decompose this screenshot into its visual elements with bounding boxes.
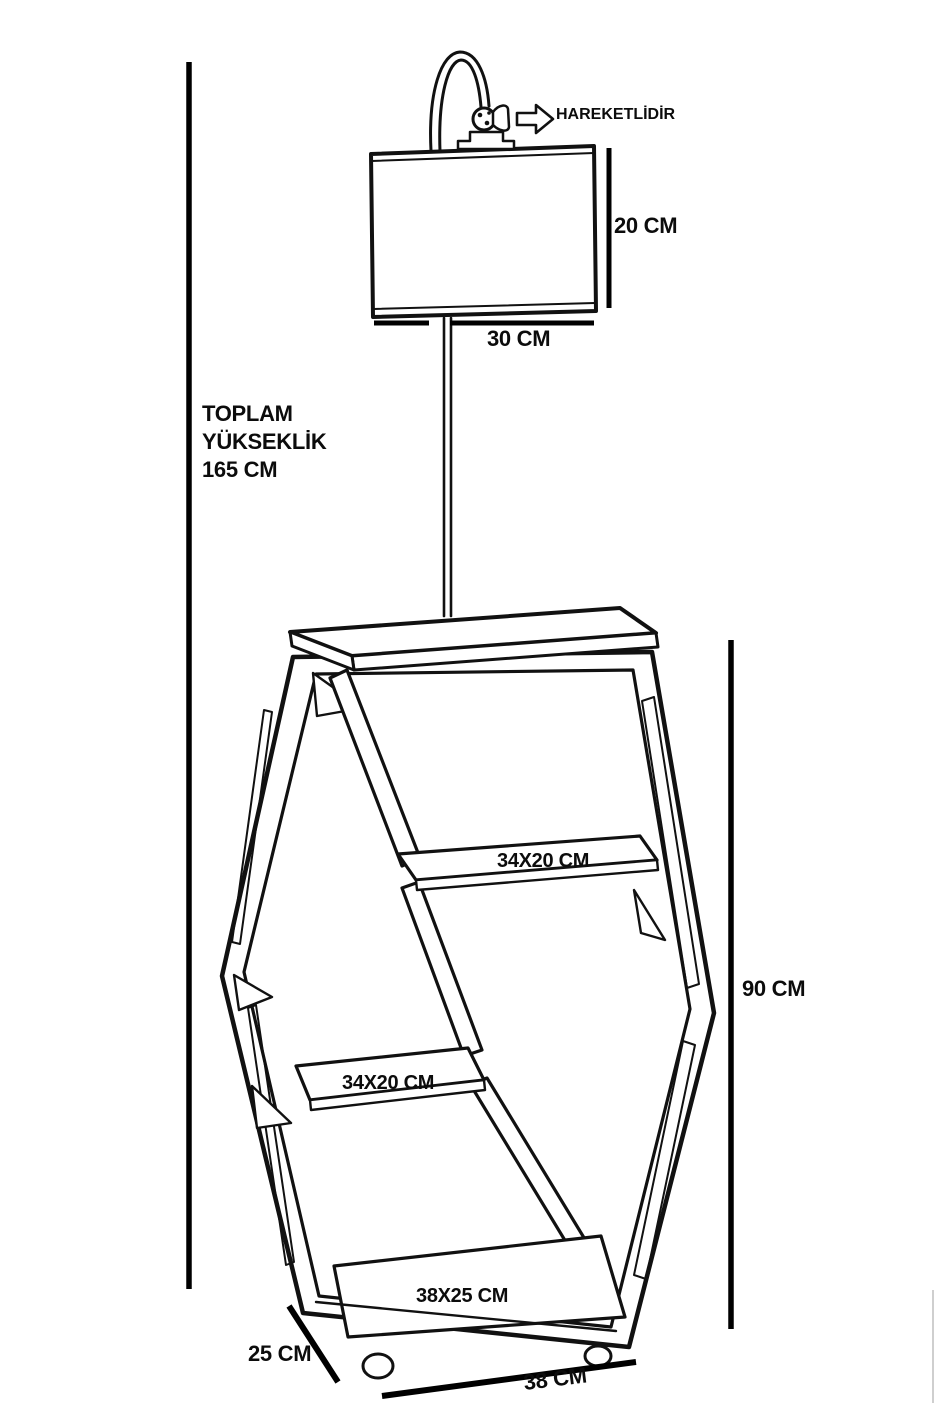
ball-joint-screw-1 [478,113,483,118]
trumpet-knob [493,106,509,131]
foot-left [363,1354,393,1378]
ball-joint [473,108,495,130]
label-shade-height: 20 CM [614,213,678,238]
label-total-height-line2: YÜKSEKLİK [202,429,327,454]
lamp-pedestal [458,132,514,149]
ball-joint-screw-2 [485,121,490,126]
shelf-unit-frame [222,652,714,1378]
label-total-height [202,400,326,484]
label-movable-note: HAREKETLİDİR [556,106,676,123]
lamp-stem [444,318,451,616]
lamp-shade [371,146,596,317]
label-shade-width: 30 CM [487,326,551,351]
right-block-arrow-icon [517,105,553,133]
label-shelf-top: 34X20 CM [497,850,590,872]
label-total-height-line3: 165 CM [202,457,278,482]
dimension-line-base-width [382,1362,636,1396]
label-shelf-bottom: 38X25 CM [416,1285,509,1307]
label-base-depth: 25 CM [248,1341,312,1366]
label-body-height: 90 CM [742,976,806,1001]
lamp [371,52,596,616]
label-base-width: 38 CM [522,1362,588,1395]
label-shelf-middle: 34X20 CM [342,1072,435,1094]
label-total-height-line1: TOPLAM [202,401,293,426]
ball-joint-screw-3 [487,111,491,115]
